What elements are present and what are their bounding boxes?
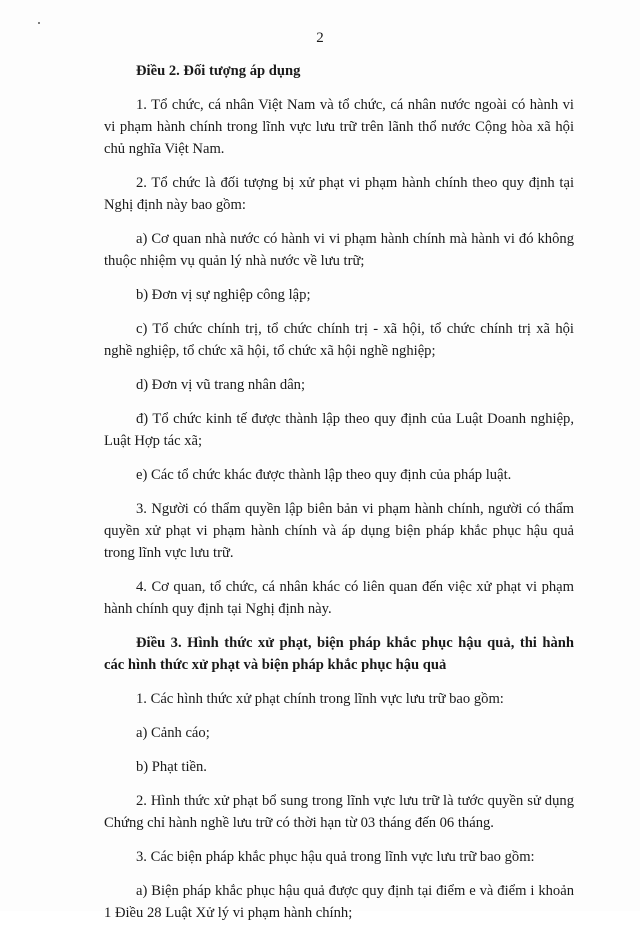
article-2-paragraph: d) Đơn vị vũ trang nhân dân; bbox=[136, 377, 306, 393]
article-3-heading: Điều 3. Hình thức xử phạt, biện pháp khắc phục hậu quả, thi hành các hình thức xử phạt và biện pháp khắc phục hậu quả bbox=[104, 635, 574, 673]
article-2-paragraph: b) Đơn vị sự nghiệp công lập; bbox=[136, 287, 311, 303]
article-3-paragraph: a) Cảnh cáo; bbox=[136, 725, 210, 741]
article-3-paragraph: 1. Các hình thức xử phạt chính trong lĩnh vực lưu trữ bao gồm: bbox=[136, 691, 504, 707]
article-2-paragraph: đ) Tổ chức kinh tế được thành lập theo quy định của Luật Doanh nghiệp, Luật Hợp tác xã; bbox=[104, 411, 574, 449]
document-body bbox=[104, 60, 574, 936]
article-2-heading: Điều 2. Đối tượng áp dụng bbox=[136, 63, 301, 79]
article-2-paragraph: a) Cơ quan nhà nước có hành vi vi phạm hành chính mà hành vi đó không thuộc nhiệm vụ quản lý nhà nước về lưu trữ; bbox=[104, 231, 574, 269]
article-2-paragraph: 4. Cơ quan, tổ chức, cá nhân khác có liên quan đến việc xử phạt vi phạm hành chính quy định tại Nghị định này. bbox=[104, 579, 574, 617]
article-2-paragraph: 1. Tổ chức, cá nhân Việt Nam và tổ chức, cá nhân nước ngoài có hành vi vi phạm hành chính trong lĩnh vực lưu trữ trên lãnh thổ nước Cộng hòa xã hội chủ nghĩa Việt Nam. bbox=[104, 97, 574, 157]
article-2-paragraph: 2. Tổ chức là đối tượng bị xử phạt vi phạm hành chính theo quy định tại Nghị định này bao gồm: bbox=[104, 175, 574, 213]
article-3-paragraph: 2. Hình thức xử phạt bổ sung trong lĩnh vực lưu trữ là tước quyền sử dụng Chứng chỉ hành nghề lưu trữ có thời hạn từ 03 tháng đến 06 tháng. bbox=[104, 793, 574, 831]
article-3-paragraph: b) Phạt tiền. bbox=[136, 759, 207, 775]
article-3-paragraph: 3. Các biện pháp khắc phục hậu quả trong lĩnh vực lưu trữ bao gồm: bbox=[136, 849, 535, 865]
article-3-paragraph: a) Biện pháp khắc phục hậu quả được quy định tại điểm e và điểm i khoản 1 Điều 28 Luật Xử lý vi phạm hành chính; bbox=[104, 883, 574, 921]
article-2-paragraph: 3. Người có thẩm quyền lập biên bản vi phạm hành chính, người có thẩm quyền xử phạt vi phạm hành chính và áp dụng biện pháp khắc phục hậu quả trong lĩnh vực lưu trữ. bbox=[104, 501, 574, 561]
page-number: 2 bbox=[316, 30, 324, 46]
article-2-paragraph: c) Tổ chức chính trị, tổ chức chính trị - xã hội, tổ chức chính trị xã hội nghề nghiệp, tổ chức xã hội, tổ chức xã hội nghề nghiệp; bbox=[104, 321, 574, 359]
scan-speck bbox=[38, 22, 40, 24]
article-2-paragraph: e) Các tổ chức khác được thành lập theo quy định của pháp luật. bbox=[136, 467, 512, 483]
